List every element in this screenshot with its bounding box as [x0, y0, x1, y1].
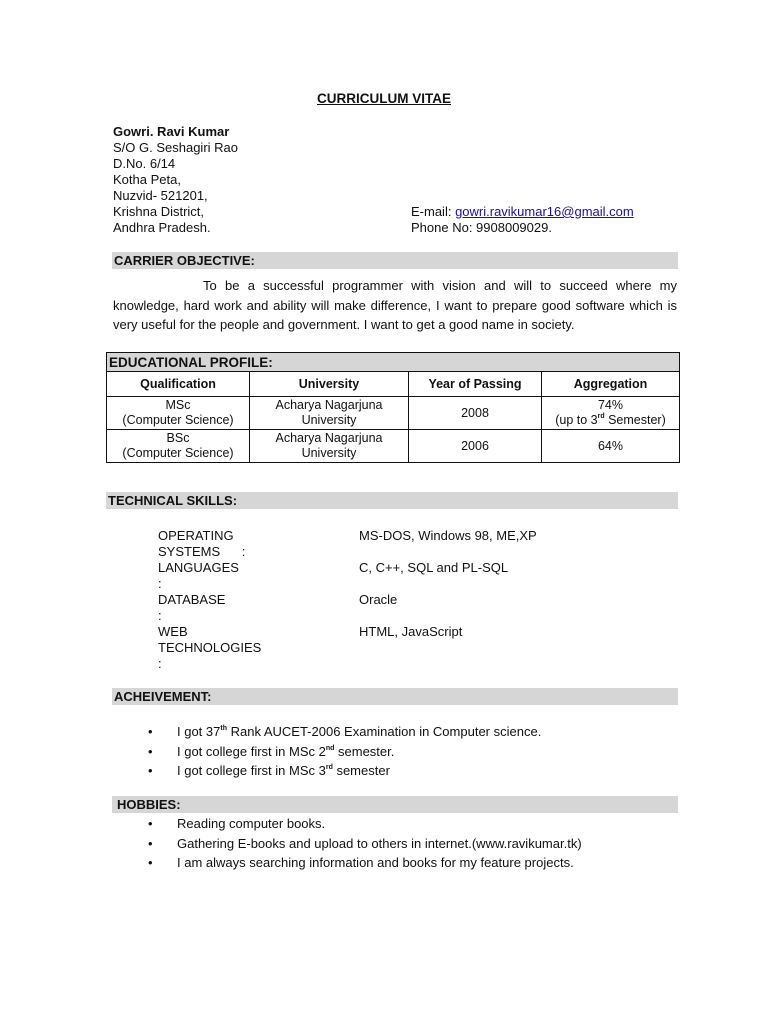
list-item-text: I got college first in MSc 3 [177, 763, 326, 778]
email-label: E-mail: [411, 204, 456, 219]
candidate-name: Gowri. Ravi Kumar [113, 124, 230, 139]
ordinal-suffix: rd [597, 413, 605, 420]
list-item-text: Reading computer books. [177, 816, 326, 831]
list-item-text: semester [332, 763, 390, 778]
skill-label-line: : [158, 608, 162, 623]
document-title: CURRICULUM VITAE [317, 91, 451, 106]
year-cell: 2006 [409, 430, 542, 463]
column-header: Aggregation [542, 372, 680, 397]
address-line: D.No. 6/14 [113, 156, 176, 171]
phone-line: Phone No: 9908009029. [411, 220, 552, 235]
column-header: University [250, 372, 409, 397]
bullet-icon: • [148, 743, 153, 759]
list-item-text: I got 37 [177, 724, 221, 739]
education-heading: EDUCATIONAL PROFILE: [107, 353, 680, 372]
address-block [113, 124, 238, 236]
aggregation-value: 74% [597, 398, 624, 412]
university-suffix: University [301, 413, 357, 427]
qualification-cell [107, 430, 250, 463]
address-line: Andhra Pradesh. [113, 220, 211, 235]
skill-label-line: : [158, 656, 162, 671]
skill-label-line: LANGUAGES [158, 560, 239, 575]
qualification-cell [107, 397, 250, 430]
objective-text: To be a successful programmer with vision and will to succeed where my knowledge, hard work and ability will make difference, I want to prepare good software which is very useful for the people and government. I want to get a good name in society. [113, 278, 677, 332]
skill-label [158, 560, 278, 592]
education-table [106, 352, 680, 463]
table-row [107, 430, 680, 463]
skill-value: C, C++, SQL and PL-SQL [359, 560, 509, 575]
year-cell: 2008 [409, 397, 542, 430]
address-line: S/O G. Seshagiri Rao [113, 140, 238, 155]
bullet-icon: • [148, 855, 153, 870]
skill-label [158, 592, 278, 624]
list-item [148, 834, 582, 854]
aggregation-cell: 64% [542, 430, 680, 463]
ordinal-suffix: rd [325, 764, 333, 771]
contact-block [411, 204, 634, 236]
bullet-icon: • [148, 763, 153, 778]
skill-label-line: TECHNOLOGIES [158, 640, 262, 655]
skill-label-line: : [158, 576, 162, 591]
skill-label-line: DATABASE [158, 592, 226, 607]
objective-heading: CARRIER OBJECTIVE: [112, 252, 678, 269]
skill-value: MS-DOS, Windows 98, ME,XP [359, 528, 537, 543]
bullet-icon: • [148, 724, 153, 739]
email-link[interactable]: gowri.ravikumar16@gmail.com [455, 204, 634, 219]
skill-label-line: WEB [158, 624, 188, 639]
list-item [148, 722, 541, 742]
university-name: Acharya Nagarjuna [275, 431, 383, 445]
list-item [148, 853, 582, 873]
list-item-text: Rank AUCET-2006 Examination in Computer science. [226, 724, 542, 739]
qualification-name: MSc [165, 398, 191, 412]
address-line: Krishna District, [113, 204, 205, 219]
skill-label [158, 528, 278, 560]
university-cell [250, 397, 409, 430]
university-suffix: University [301, 446, 357, 460]
list-item-text: semester. [334, 743, 395, 759]
university-name: Acharya Nagarjuna [275, 398, 383, 412]
achievement-list [148, 722, 541, 781]
aggregation-note [542, 413, 679, 428]
address-line: Nuzvid- 521201, [113, 188, 208, 203]
skills-heading: TECHNICAL SKILLS: [106, 492, 678, 509]
ordinal-suffix: nd [325, 744, 335, 752]
skill-label-line: OPERATING [158, 528, 234, 543]
qualification-name: BSc [166, 431, 190, 445]
list-item [148, 742, 541, 762]
bullet-icon: • [148, 816, 153, 831]
address-line: Kotha Peta, [113, 172, 181, 187]
aggregation-note-text: Semester) [604, 413, 666, 427]
list-item-text: Gathering E-books and upload to others in internet.(www.ravikumar.tk) [177, 835, 582, 851]
hobbies-list [148, 814, 582, 873]
qualification-field: (Computer Science) [122, 413, 234, 427]
skill-label-line: SYSTEMS : [158, 544, 246, 559]
achievement-heading: ACHEIVEMENT: [112, 688, 678, 705]
university-cell [250, 430, 409, 463]
bullet-icon: • [148, 835, 153, 851]
column-header: Qualification [107, 372, 250, 397]
hobbies-heading: HOBBIES: [112, 796, 678, 813]
table-row [107, 397, 680, 430]
qualification-field: (Computer Science) [122, 446, 234, 460]
email-line [411, 204, 634, 220]
skill-value: Oracle [359, 592, 398, 607]
column-header: Year of Passing [409, 372, 542, 397]
list-item-text: I got college first in MSc 2 [177, 743, 326, 759]
skill-label [158, 624, 278, 672]
list-item [148, 761, 541, 781]
aggregation-note-text: (up to 3 [555, 413, 598, 427]
list-item-text: I am always searching information and books for my feature projects. [177, 855, 574, 870]
skill-value: HTML, JavaScript [359, 624, 463, 639]
ordinal-suffix: th [220, 725, 227, 732]
list-item [148, 814, 582, 834]
aggregation-cell [542, 397, 680, 430]
